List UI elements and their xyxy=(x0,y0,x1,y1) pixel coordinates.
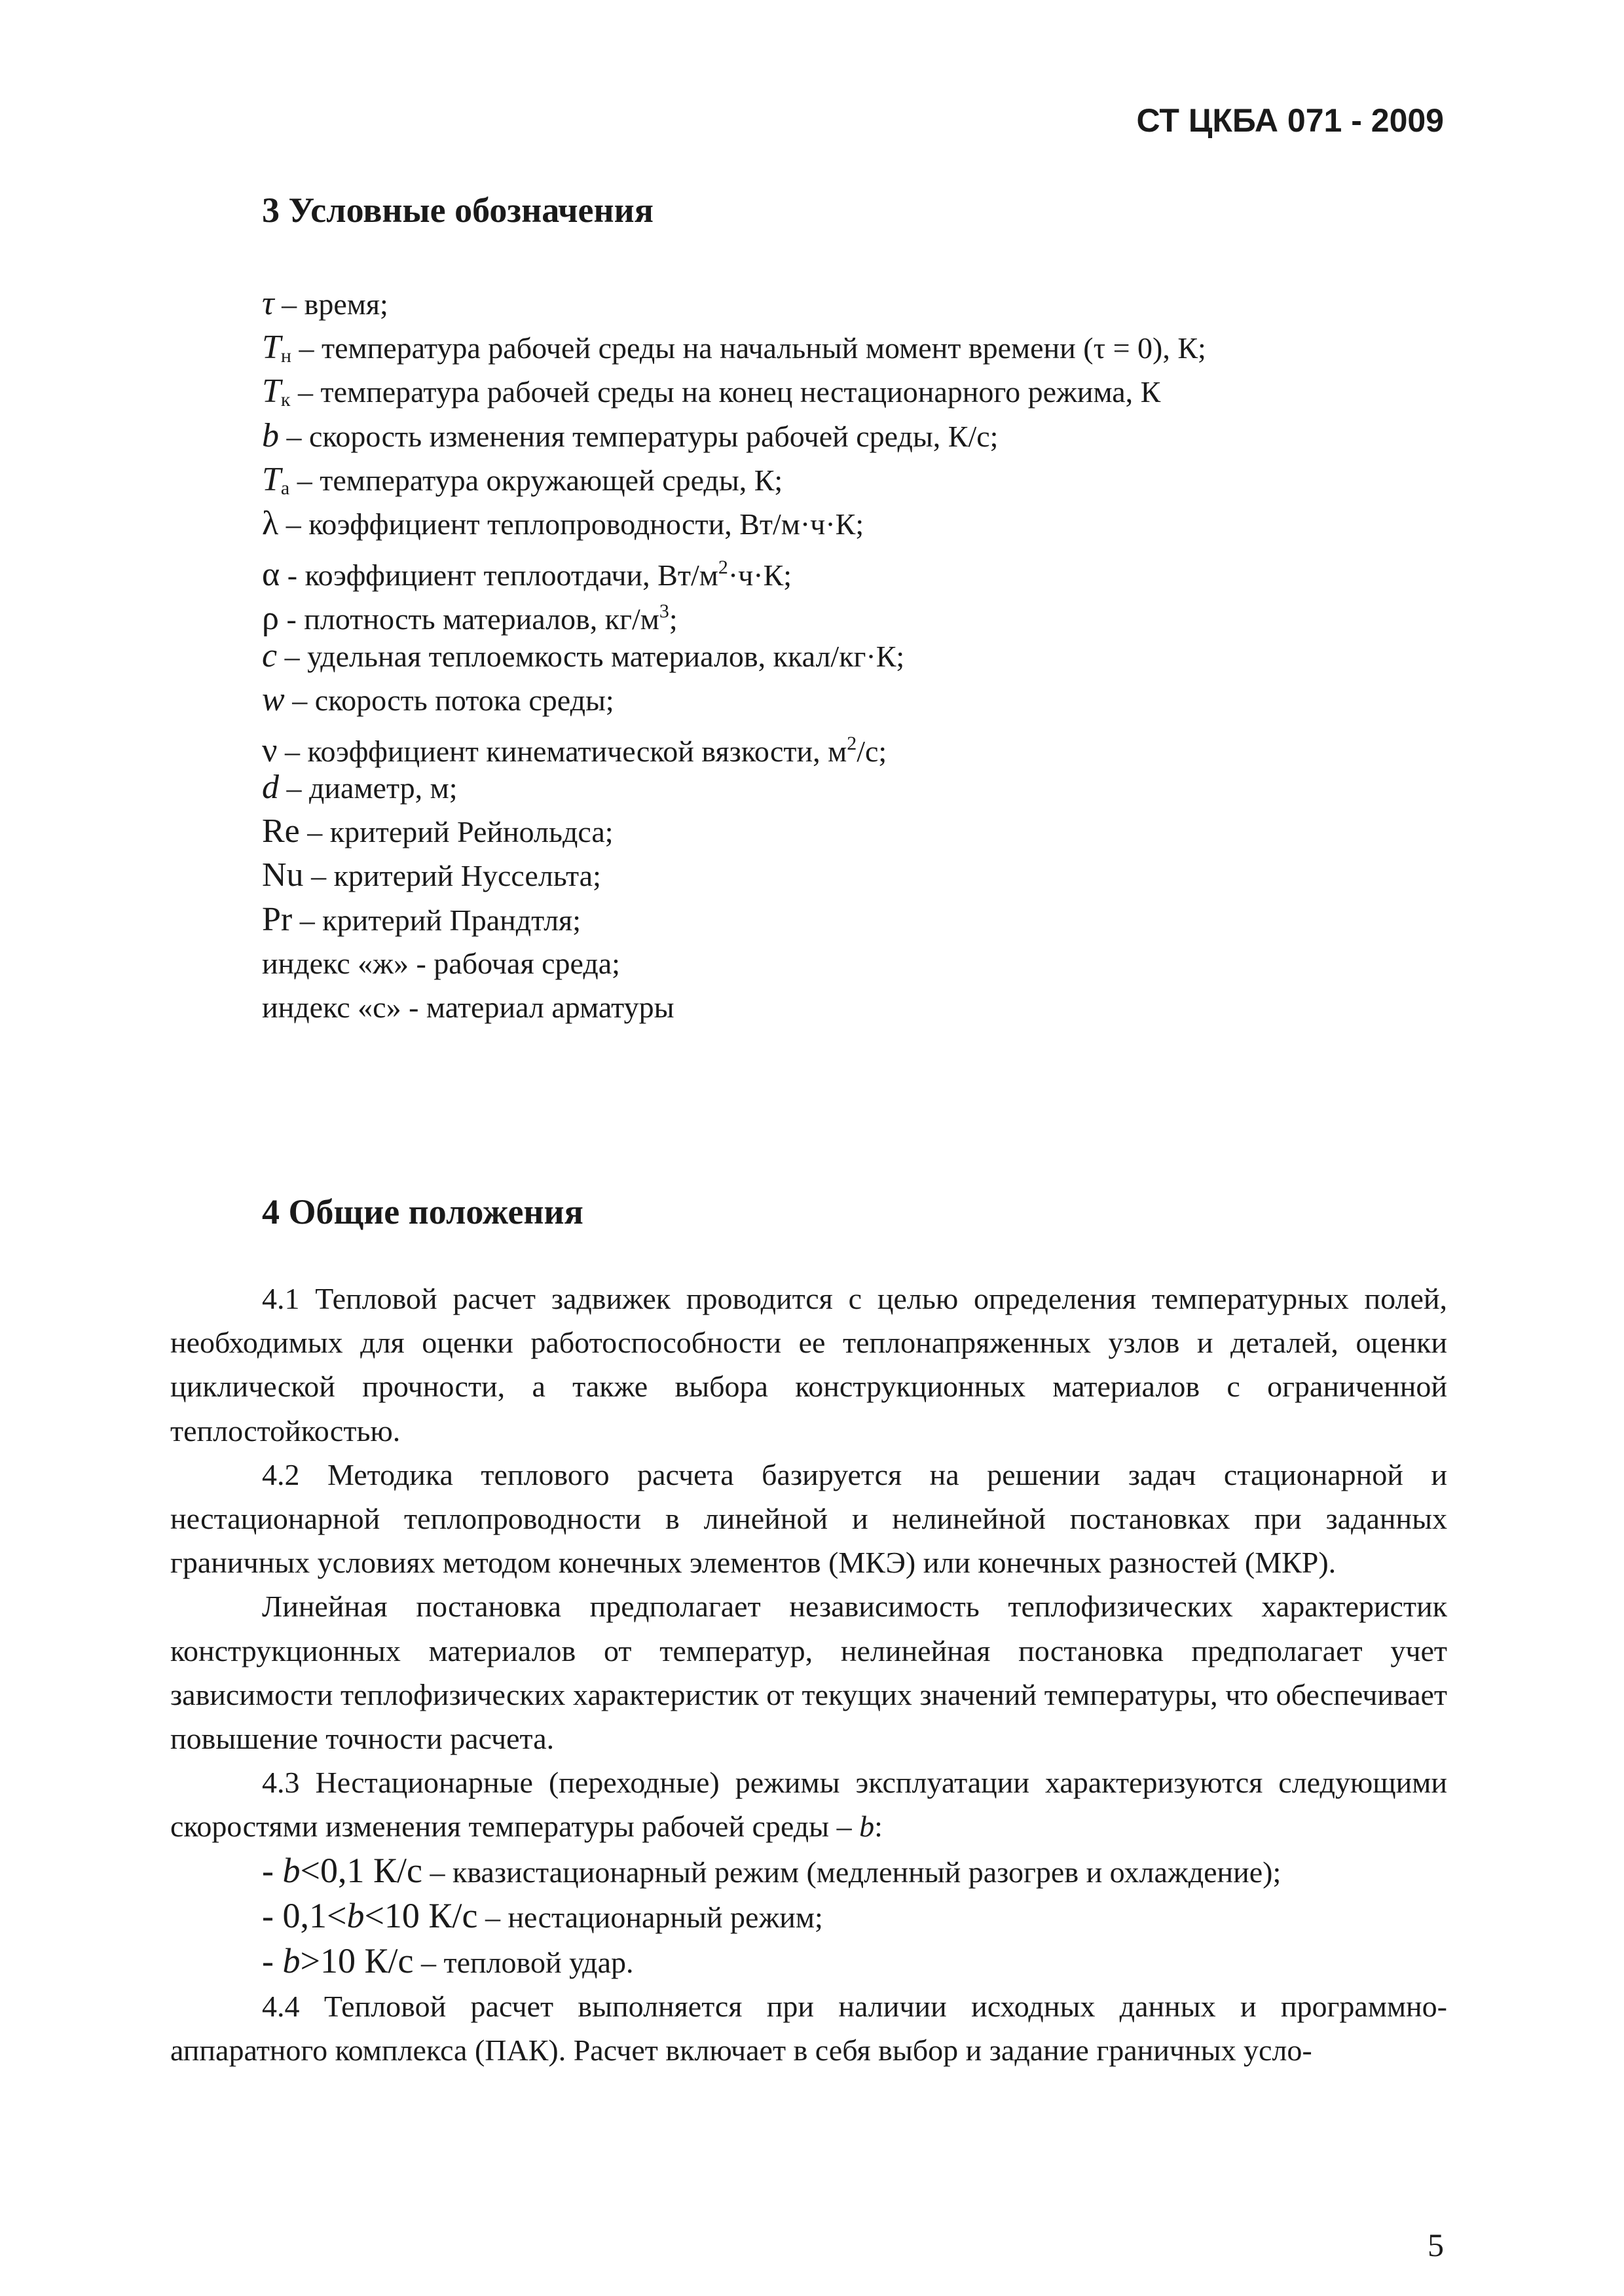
symbol-subscript: a xyxy=(280,477,290,499)
symbol-rho xyxy=(262,589,1447,638)
symbol-description-end: /с; xyxy=(857,734,887,768)
symbol-description: – температура рабочей среды на конец нестационарного режима, К xyxy=(290,375,1161,409)
symbol-description: – критерий Нуссельта; xyxy=(303,859,601,893)
symbol: d xyxy=(262,769,279,807)
symbol: w xyxy=(262,680,285,718)
symbol-description: – коэффициент кинематической вязкости, м xyxy=(277,734,847,768)
symbol-description: индекс «с» - материал арматуры xyxy=(262,991,674,1024)
symbol-description: – критерий Прандтля; xyxy=(292,903,581,937)
paragraph-4-3-end: : xyxy=(874,1810,883,1844)
paragraph-4-4: 4.4 Тепловой расчет выполняется при наличии исходных данных и программно-аппаратного комплекса (ПАК). Расчет включает в себя выбор и задание граничных усло- xyxy=(170,1990,1447,2068)
symbol: ν xyxy=(262,731,278,769)
symbol-description: – коэффициент теплопроводности, Вт/м·ч·К; xyxy=(278,507,864,541)
symbol-ta xyxy=(262,458,1447,501)
symbol: Pr xyxy=(262,900,293,938)
index-s xyxy=(262,985,1447,1029)
symbol-lambda xyxy=(262,501,1447,545)
paragraph-4-3-text: 4.3 Нестационарные (переходные) режимы эксплуатации характеризуются следующими скоростями изменения температуры рабочей среды – xyxy=(170,1766,1447,1844)
index-zh xyxy=(262,941,1447,985)
symbol-description: - плотность материалов, кг/м xyxy=(278,602,659,636)
symbol-description: – скорость изменения температуры рабочей среды, К/с; xyxy=(279,419,999,453)
symbol-tn xyxy=(262,325,1447,369)
paragraph-4-2: 4.2 Методика теплового расчета базируется на решении задач стационарной и нестационарной теплопроводности в линейной и нелинейной постановках при заданных граничных условиях методом конечных элементов (МКЭ) или конечных разностей (МКР). xyxy=(170,1457,1447,1580)
symbol-superscript: 2 xyxy=(847,732,857,754)
symbol-description-end: ; xyxy=(669,602,678,636)
section-4-body xyxy=(170,1277,1447,2073)
symbol-pr xyxy=(262,898,1447,941)
symbol-subscript: н xyxy=(280,345,291,367)
list-item xyxy=(170,1939,1447,1984)
list-text: – квазистационарный режим (медленный разогрев и охлаждение); xyxy=(422,1855,1282,1889)
paragraph-4-3-symbol: b xyxy=(859,1810,875,1844)
symbol-description: – диаметр, м; xyxy=(279,771,458,805)
symbol-re xyxy=(262,809,1447,853)
symbol: α xyxy=(262,556,280,594)
symbol-w xyxy=(262,678,1447,721)
symbol-description: индекс «ж» - рабочая среда; xyxy=(262,946,620,980)
list-item xyxy=(170,1849,1447,1894)
list-math: - 0,1<b<10 К/с xyxy=(262,1895,478,1935)
paragraph-linear: Линейная постановка предполагает независимость теплофизических характеристик конструкционных материалов от температур, нелинейная постановка предполагает учет зависимости теплофизических характеристик от текущих значений температуры, что обеспечивает повышение точности расчета. xyxy=(170,1590,1447,1756)
symbol: τ xyxy=(262,285,274,322)
symbol: c xyxy=(262,636,278,674)
symbol: T xyxy=(262,460,281,498)
symbol: T xyxy=(262,373,281,410)
document-code: СТ ЦКБА 071 - 2009 xyxy=(1136,102,1444,139)
symbol-description: – температура рабочей среды на начальный момент времени (τ = 0), К; xyxy=(291,331,1206,365)
symbol: Nu xyxy=(262,856,304,894)
symbol-description: – скорость потока среды; xyxy=(284,683,614,717)
list-item xyxy=(170,1894,1447,1939)
page-number: 5 xyxy=(1428,2227,1444,2263)
symbol: λ xyxy=(262,504,279,542)
symbol-description: – время; xyxy=(274,287,388,321)
symbol-superscript: 3 xyxy=(659,600,669,623)
symbol-tau xyxy=(262,282,1447,325)
symbol-nu-criterion xyxy=(262,853,1447,897)
symbol: T xyxy=(262,329,281,367)
section-3-title: 3 Условные обозначения xyxy=(262,191,654,230)
symbol-d xyxy=(262,765,1447,809)
paragraph-4-3 xyxy=(170,1760,1447,1848)
symbols-list xyxy=(262,282,1447,1029)
symbol-tk xyxy=(262,369,1447,413)
symbol-description: – температура окружающей среды, К; xyxy=(289,463,783,497)
symbol: b xyxy=(262,416,279,454)
section-4-title: 4 Общие положения xyxy=(262,1192,583,1231)
list-math: - b>10 К/с xyxy=(262,1941,414,1981)
symbol-superscript: 2 xyxy=(718,556,728,579)
list-text: – нестационарный режим; xyxy=(477,1900,823,1934)
symbol-description-end: ·ч·К; xyxy=(728,558,792,592)
symbol-description: - коэффициент теплоотдачи, Вт/м xyxy=(280,558,718,592)
symbol: ρ xyxy=(262,600,279,638)
symbol-nu xyxy=(262,721,1447,769)
symbol-alpha xyxy=(262,545,1447,594)
symbol-description: – критерий Рейнольдса; xyxy=(299,815,614,849)
list-text: – тепловой удар. xyxy=(413,1946,634,1980)
symbol-c xyxy=(262,634,1447,678)
symbol-description: – удельная теплоемкость материалов, ккал/кг·К; xyxy=(277,639,905,673)
symbol-subscript: к xyxy=(280,389,291,411)
paragraph-4-1: 4.1 Тепловой расчет задвижек проводится с целью определения температурных полей, необходимых для оценки работоспособности ее теплонапряженных узлов и деталей, оценки циклической прочности, а также выбора конструкционных материалов с ограниченной теплостойкостью. xyxy=(170,1282,1447,1448)
symbol-b xyxy=(262,414,1447,458)
symbol: Re xyxy=(262,812,300,850)
list-math: - b<0,1 К/с xyxy=(262,1850,422,1890)
